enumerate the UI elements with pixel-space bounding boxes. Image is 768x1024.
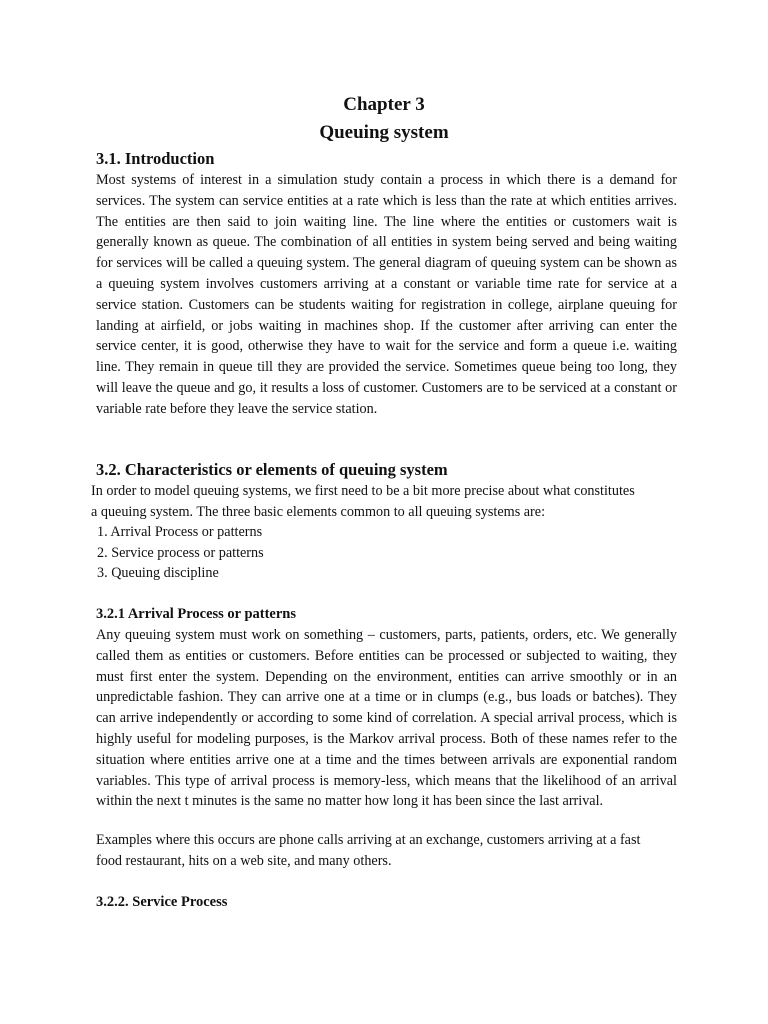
subsection-heading-arrival-process: 3.2.1 Arrival Process or patterns	[96, 606, 297, 622]
list-item: 2. Service process or patterns	[97, 544, 264, 561]
examples-line-2: food restaurant, hits on a web site, and many others.	[96, 853, 392, 869]
section-heading-characteristics: 3.2. Characteristics or elements of queuing system	[96, 460, 448, 479]
list-item: 3. Queuing discipline	[97, 565, 219, 582]
list-item: 1. Arrival Process or patterns	[97, 524, 263, 540]
characteristics-line-1: In order to model queuing systems, we first need to be a bit more precise about what constitutes	[91, 483, 635, 499]
examples-line-1: Examples where this occurs are phone calls arriving at an exchange, customers arriving at a fast	[96, 832, 641, 848]
subsection-heading-service-process: 3.2.2. Service Process	[96, 894, 228, 910]
elements-list	[97, 522, 264, 584]
introduction-paragraph: Most systems of interest in a simulation study contain a process in which there is a demand for services. The system can service entities at a rate which is less than the rate at which entities arrives. The entities are then said to join waiting line. The line where the entities or customers wait is generally known as queue. The combination of all entities in system being served and being waiting for services will be called a queuing system. The general diagram of queuing system can be shown as a queuing system involves customers arriving at a constant or variable time rate for service at a service station. Customers can be students waiting for registration in college, airplane queuing for landing at airfield, or jobs waiting in machines shop. If the customer after arriving can enter the service center, it is good, otherwise they have to wait for the service and form a queue i.e. waiting line. They remain in queue till they are provided the service. Sometimes queue being too long, they will leave the queue and go, it results a loss of customer. Customers are to be serviced at a constant or variable rate before they leave the service station.	[96, 172, 677, 417]
section-heading-introduction: 3.1. Introduction	[96, 149, 215, 168]
characteristics-line-2: a queuing system. The three basic elements common to all queuing systems are:	[91, 504, 546, 520]
arrival-process-paragraph: Any queuing system must work on something – customers, parts, patients, orders, etc. We generally called them as entities or customers. Before entities can be processed or subjected to waiting, they must first enter the system. Depending on the environment, entities can arrive smoothly or in an unpredictable fashion. They can arrive one at a time or in clumps (e.g., bus loads or batches). They can arrive independently or according to some kind of correlation. A special arrival process, which is highly useful for modeling purposes, is the Markov arrival process. Both of these names refer to the situation where entities arrive one at a time and the times between arrivals are exponential random variables. This type of arrival process is memory-less, which means that the likelihood of an arrival within the next t minutes is the same no matter how long it has been since the last arrival.	[96, 627, 677, 810]
chapter-number: Chapter 3	[343, 94, 425, 115]
chapter-title: Queuing system	[319, 122, 449, 143]
